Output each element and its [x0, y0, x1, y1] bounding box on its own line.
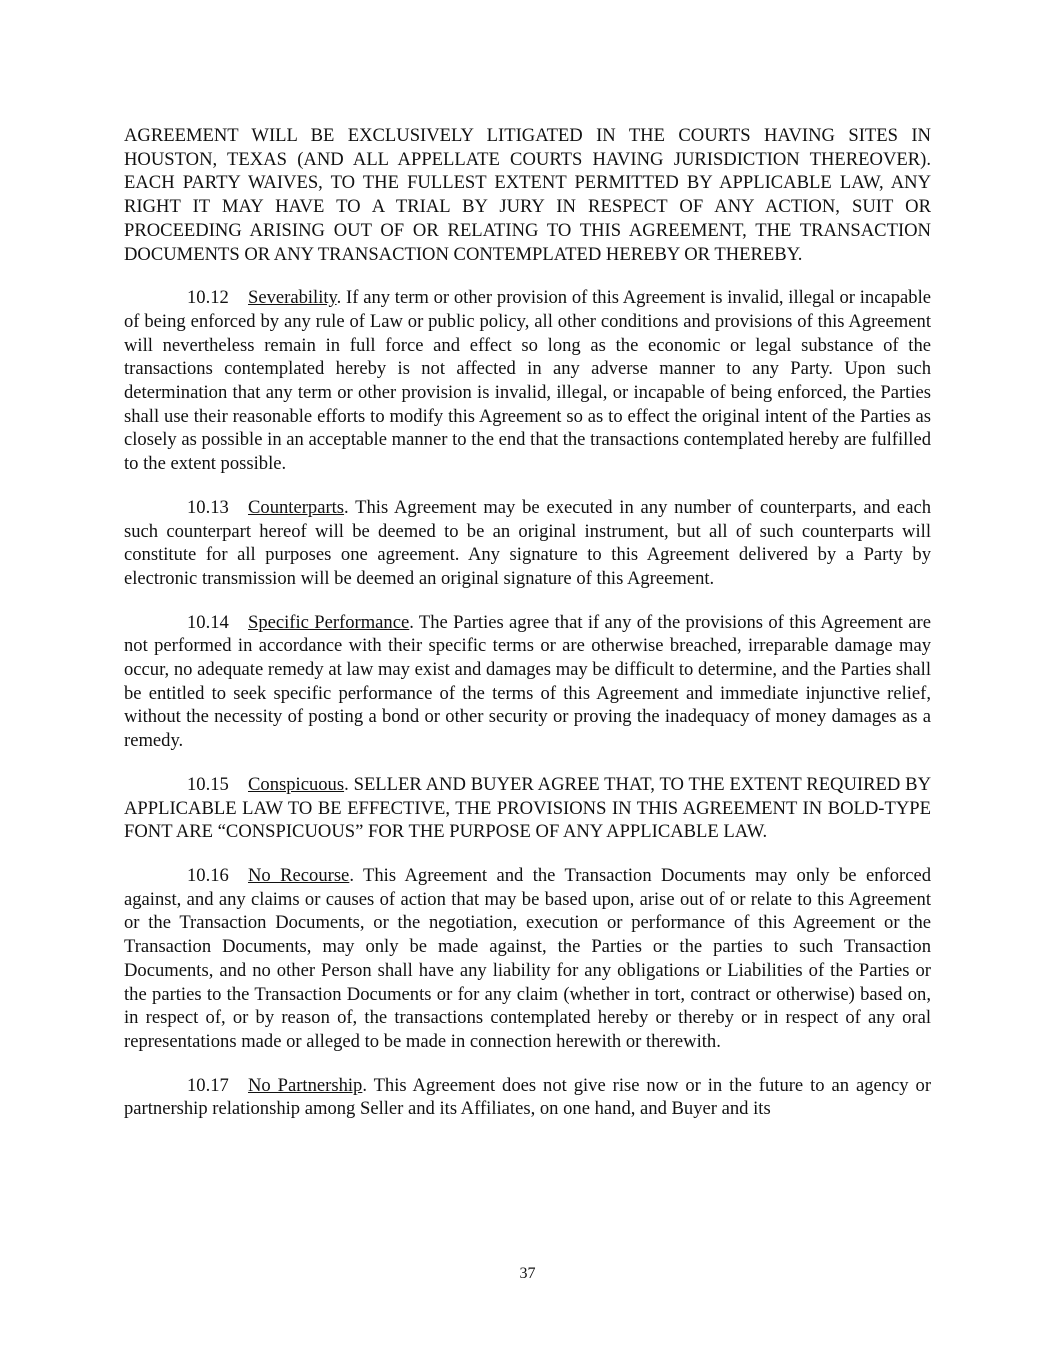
section-10-13: [124, 496, 931, 591]
section-heading: Counterparts: [248, 496, 345, 518]
section-number: 10.17: [187, 1074, 229, 1096]
section-heading: Conspicuous: [248, 773, 345, 795]
section-body: . SELLER AND BUYER AGREE THAT, TO THE EXTENT REQUIRED BY APPLICABLE LAW TO BE EFFECTIVE, THE PROVISIONS IN THIS AGREEMENT IN BOLD-TYPE FONT ARE “CONSPICUOUS” FOR THE PURPOSE OF ANY APPLICABLE LAW.: [124, 773, 931, 843]
section-heading: Specific Performance: [248, 611, 410, 633]
section-body: . The Parties agree that if any of the provisions of this Agreement are not performed in accordance with their specific terms or are otherwise breached, irreparable damage may occur, no adequate remedy at law may exist and damages may be difficult to determine, and the Parties shall be entitled to seek specific performance of the terms of this Agreement and immediate injunctive relief, without the necessity of posting a bond or other security or proving the inadequacy of money damages as a remedy.: [124, 611, 931, 752]
section-number: 10.12: [187, 287, 229, 309]
section-10-14: [124, 611, 931, 753]
section-number: 10.13: [187, 496, 229, 518]
document-body: [124, 124, 931, 1141]
section-body: . This Agreement does not give rise now or in the future to an agency or partnership relationship among Seller and its Affiliates, on one hand, and Buyer and its: [124, 1074, 932, 1120]
section-body: . This Agreement may be executed in any number of counterparts, and each such counterpart hereof will be deemed to be an original instrument, but all of such counterparts will constitute for all purposes one agreement. Any signature to this Agreement delivered by a Party by electronic transmission will be deemed an original signature of this Agreement.: [124, 496, 931, 589]
section-heading: No Partnership: [248, 1074, 363, 1096]
section-number: 10.16: [187, 864, 229, 886]
section-body: . This Agreement and the Transaction Documents may only be enforced against, and any claims or causes of action that may be based upon, arise out of or relate to this Agreement or the Transaction Documents, or the negotiation, execution or performance of this Agreement or the Transaction Documents, may only be made against, the Parties or the parties to such Transaction Documents, and no other Person shall have any liability for any obligations or Liabilities of the Parties or the parties to the Transaction Documents or for any claim (whether in tort, contract or otherwise) based on, in respect of, or by reason of, the transactions contemplated hereby or thereby or in respect of any oral representations made or alleged to be made in connection herewith or therewith.: [124, 864, 931, 1052]
section-10-17: [124, 1074, 931, 1121]
continuation-paragraph: AGREEMENT WILL BE EXCLUSIVELY LITIGATED IN THE COURTS HAVING SITES IN HOUSTON, TEXAS (AND ALL APPELLATE COURTS HAVING JURISDICTION THEREOVER). EACH PARTY WAIVES, TO THE FULLEST EXTENT PERMITTED BY APPLICABLE LAW, ANY RIGHT IT MAY HAVE TO A TRIAL BY JURY IN RESPECT OF ANY ACTION, SUIT OR PROCEEDING ARISING OUT OF OR RELATING TO THIS AGREEMENT, THE TRANSACTION DOCUMENTS OR ANY TRANSACTION CONTEMPLATED HEREBY OR THEREBY.: [124, 125, 931, 265]
section-heading: Severability: [248, 287, 337, 309]
section-number: 10.15: [187, 773, 229, 795]
section-heading: No Recourse: [248, 864, 350, 886]
page-number: 37: [519, 1265, 536, 1282]
section-number: 10.14: [187, 611, 229, 633]
section-body: . If any term or other provision of this Agreement is invalid, illegal or incapable of being enforced by any rule of Law or public policy, all other conditions and provisions of this Agreement will nevertheless remain in full force and effect so long as the economic or legal substance of the transactions contemplated hereby is not affected in any adverse manner to any Party. Upon such determination that any term or other provision is invalid, illegal, or incapable of being enforced, the Parties shall use their reasonable efforts to modify this Agreement so as to effect the original intent of the Parties as closely as possible in an acceptable manner to the end that the transactions contemplated hereby are fulfilled to the extent possible.: [124, 287, 931, 475]
section-10-16: [124, 864, 931, 1054]
section-10-12: [124, 286, 931, 476]
section-10-15: [124, 773, 931, 844]
